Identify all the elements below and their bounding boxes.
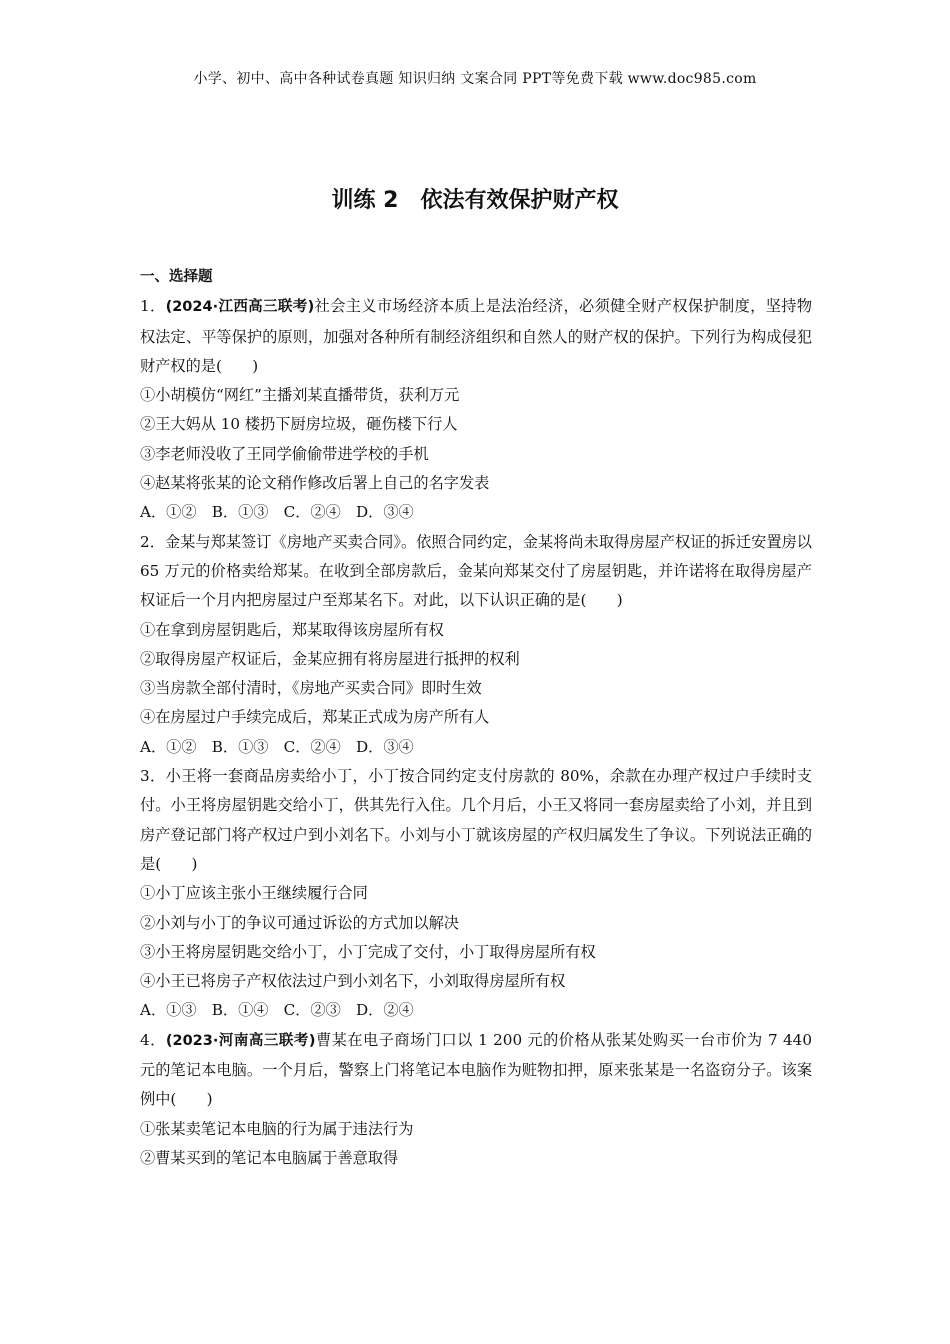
option-2: ②王大妈从 10 楼扔下厨房垃圾，砸伤楼下行人 [140,415,458,434]
option-1: ①小丁应该主张小王继续履行合同 [140,884,368,903]
option-2: ②曹某买到的笔记本电脑属于善意取得 [140,1148,399,1167]
answer-choices: A．①② B．①③ C．②④ D．③④ [140,503,414,522]
question-number: 1． [140,297,166,316]
option-3: ③李老师没收了王同学偷偷带进学校的手机 [140,444,429,463]
exercise-content [140,263,812,1173]
answer-choices: A．①② B．①③ C．②④ D．③④ [140,737,414,756]
question-source: (2023·河南高三联考) [165,1032,316,1049]
question-source: (2024·江西高三联考) [165,299,315,316]
question-text: 小王将一套商品房卖给小丁，小丁按合同约定支付房款的 80%，余款在办理产权过户手续时支付。小王将房屋钥匙交给小丁，供其先行入住。几个月后，小王又将同一套房屋卖给了小刘，并且到房产登记部门将产权过户到小刘名下。小刘与小丁就该房屋的产权归属发生了争议。下列说法正确的是( ) [140,767,812,873]
option-2: ②小刘与小丁的争议可通过诉讼的方式加以解决 [140,913,459,932]
question-stem [140,292,812,381]
question-text: 金某与郑某签订《房地产买卖合同》。依照合同约定，金某将尚未取得房屋产权证的拆迁安置房以 65 万元的价格卖给郑某。在收到全部房款后，金某向郑某交付了房屋钥匙，并许诺将在取得房屋产权证后一个月内把房屋过户至郑某名下。对此，以下认识正确的是( ) [140,532,812,610]
question-number: 4． [140,1030,166,1049]
question-text: 曹某在电子商场门口以 1 200 元的价格从张某处购买一台市价为 7 440 元的笔记本电脑。一个月后，警察上门将笔记本电脑作为赃物扣押，原来张某是一名盗窃分子。该案例中( ) [140,1030,812,1109]
question-1 [140,292,812,527]
option-3: ③当房款全部付清时，《房地产买卖合同》即时生效 [140,679,482,698]
question-number: 3． [140,767,166,786]
question-number: 2． [140,532,165,551]
page-header: 小学、初中、高中各种试卷真题 知识归纳 文案合同 PPT等免费下载 www.doc985.com [193,71,757,87]
answer-choices: A．①③ B．①④ C．②③ D．②④ [140,1001,414,1020]
option-4: ④在房屋过户手续完成后，郑某正式成为房产所有人 [140,708,490,727]
question-2 [140,528,812,762]
option-1: ①小胡模仿“网红”主播刘某直播带货，获利万元 [140,386,460,405]
question-text: 社会主义市场经济本质上是法治经济，必须健全财产权保护制度，坚持物权法定、平等保护的原则，加强对各种所有制经济组织和自然人的财产权的保护。下列行为构成侵犯财产权的是( ) [140,297,813,375]
option-2: ②取得房屋产权证后，金某应拥有将房屋进行抵押的权利 [140,649,520,668]
question-stem [140,528,812,616]
question-stem [140,1026,812,1115]
question-4 [140,1026,812,1173]
option-3: ③小王将房屋钥匙交给小丁，小丁完成了交付，小丁取得房屋所有权 [140,942,596,961]
option-1: ①张某卖笔记本电脑的行为属于违法行为 [140,1119,414,1138]
question-3 [140,762,812,1026]
question-stem [140,762,812,879]
option-4: ④小王已将房子产权依法过户到小刘名下，小刘取得房屋所有权 [140,972,566,991]
page-title: 训练 2 依法有效保护财产权 [331,188,619,213]
option-1: ①在拿到房屋钥匙后，郑某取得该房屋所有权 [140,620,444,639]
section-heading: 一、选择题 [140,269,213,285]
option-4: ④赵某将张某的论文稍作修改后署上自己的名字发表 [140,474,490,493]
